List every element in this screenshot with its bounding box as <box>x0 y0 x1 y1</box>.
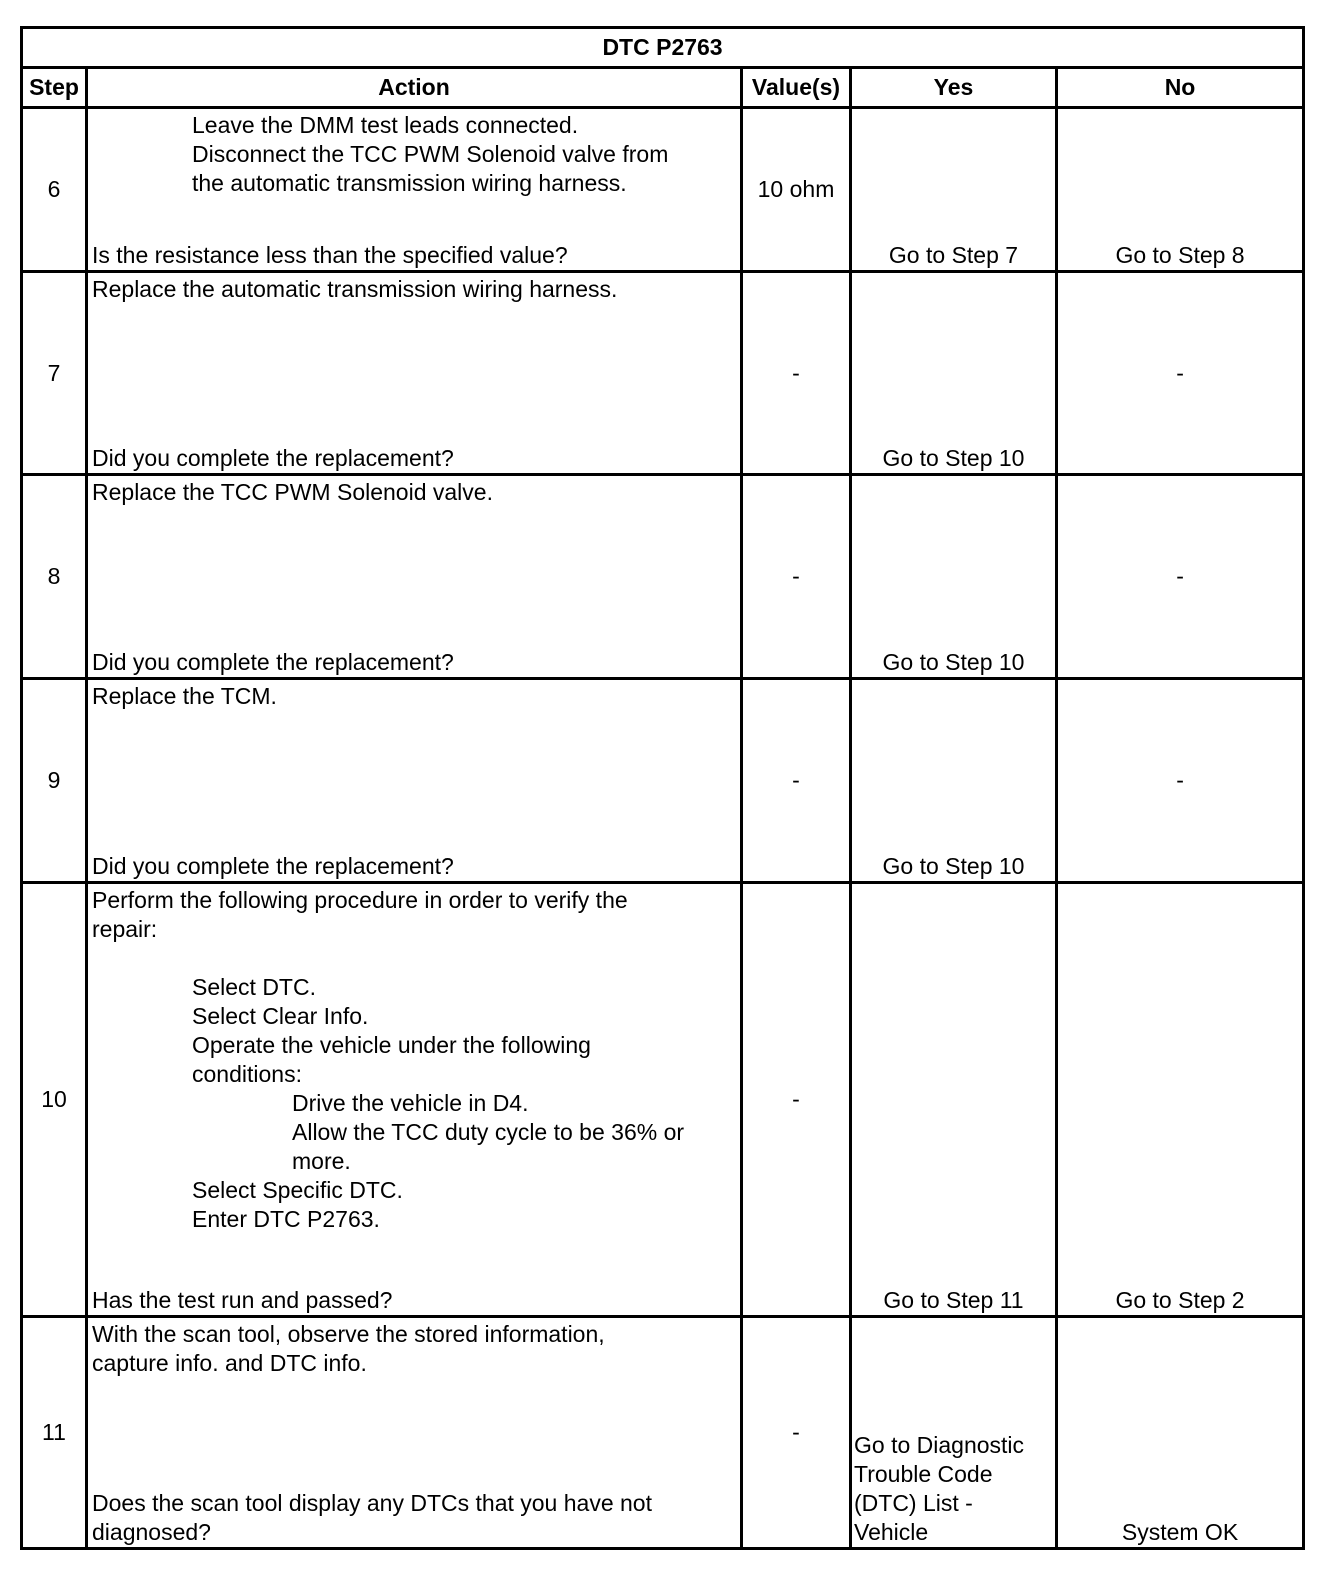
action-line: the automatic transmission wiring harness. <box>192 170 627 196</box>
action-cell <box>87 475 742 679</box>
header-no: No <box>1057 68 1304 108</box>
header-step: Step <box>22 68 87 108</box>
step-number: 11 <box>22 1317 87 1549</box>
action-line <box>92 944 736 973</box>
step-number: 8 <box>22 475 87 679</box>
action-question: Did you complete the replacement? <box>92 853 454 879</box>
value-cell: 10 ohm <box>742 108 851 272</box>
action-line: Operate the vehicle under the following <box>192 1032 591 1058</box>
action-line: conditions: <box>192 1061 302 1087</box>
table-row <box>22 475 1304 679</box>
step-number: 9 <box>22 679 87 883</box>
table-title: DTC P2763 <box>22 28 1304 68</box>
action-line: Enter DTC P2763. <box>192 1206 380 1232</box>
action-line: Select Specific DTC. <box>192 1177 403 1203</box>
yes-cell: Go to Step 10 <box>851 679 1057 883</box>
action-question: Is the resistance less than the specified value? <box>92 242 568 268</box>
value-cell: - <box>742 475 851 679</box>
action-line: Drive the vehicle in D4. <box>292 1090 529 1116</box>
action-cell <box>87 1317 742 1549</box>
no-cell: - <box>1057 475 1304 679</box>
header-yes: Yes <box>851 68 1057 108</box>
yes-cell: Go to Step 10 <box>851 272 1057 475</box>
question-line: Does the scan tool display any DTCs that you have not <box>92 1490 652 1516</box>
action-line: Disconnect the TCC PWM Solenoid valve from <box>192 141 669 167</box>
action-line: repair: <box>92 916 158 942</box>
no-cell: Go to Step 8 <box>1057 108 1304 272</box>
action-line: Select Clear Info. <box>192 1003 369 1029</box>
action-line: Replace the TCM. <box>92 683 277 709</box>
action-cell <box>87 883 742 1317</box>
step-number: 10 <box>22 883 87 1317</box>
action-line: Select DTC. <box>192 974 316 1000</box>
yes-line: Go to Diagnostic <box>854 1432 1025 1458</box>
table-row <box>22 679 1304 883</box>
action-line: more. <box>292 1148 351 1174</box>
yes-cell: Go to Step 11 <box>851 883 1057 1317</box>
value-cell: - <box>742 679 851 883</box>
no-cell: Go to Step 2 <box>1057 883 1304 1317</box>
no-cell: - <box>1057 272 1304 475</box>
value-cell: - <box>742 272 851 475</box>
yes-line: Trouble Code <box>854 1461 993 1487</box>
value-cell: - <box>742 883 851 1317</box>
action-question: Did you complete the replacement? <box>92 445 454 471</box>
action-question: Did you complete the replacement? <box>92 649 454 675</box>
yes-line: (DTC) List - <box>854 1490 973 1516</box>
question-line: diagnosed? <box>92 1519 211 1545</box>
action-question <box>92 1489 736 1547</box>
value-cell: - <box>742 1317 851 1549</box>
action-cell <box>87 108 742 272</box>
dtc-table <box>20 26 1305 1550</box>
action-line: Perform the following procedure in order to verify the <box>92 887 628 913</box>
action-line: With the scan tool, observe the stored information, <box>92 1321 605 1347</box>
table-row <box>22 272 1304 475</box>
yes-cell: Go to Step 7 <box>851 108 1057 272</box>
no-cell: - <box>1057 679 1304 883</box>
action-cell <box>87 679 742 883</box>
action-line: Replace the automatic transmission wiring harness. <box>92 276 618 302</box>
action-line: Allow the TCC duty cycle to be 36% or <box>292 1119 685 1145</box>
action-cell <box>87 272 742 475</box>
header-action: Action <box>87 68 742 108</box>
action-question: Has the test run and passed? <box>92 1287 393 1313</box>
step-number: 6 <box>22 108 87 272</box>
action-line: Leave the DMM test leads connected. <box>192 112 579 138</box>
header-values: Value(s) <box>742 68 851 108</box>
yes-cell <box>851 1317 1057 1549</box>
table-row <box>22 883 1304 1317</box>
table-row <box>22 108 1304 272</box>
action-line: Replace the TCC PWM Solenoid valve. <box>92 479 493 505</box>
header-row <box>22 68 1304 108</box>
step-number: 7 <box>22 272 87 475</box>
yes-line: Vehicle <box>854 1519 929 1545</box>
table-row <box>22 1317 1304 1549</box>
no-cell: System OK <box>1057 1317 1304 1549</box>
yes-cell: Go to Step 10 <box>851 475 1057 679</box>
action-line: capture info. and DTC info. <box>92 1350 367 1376</box>
